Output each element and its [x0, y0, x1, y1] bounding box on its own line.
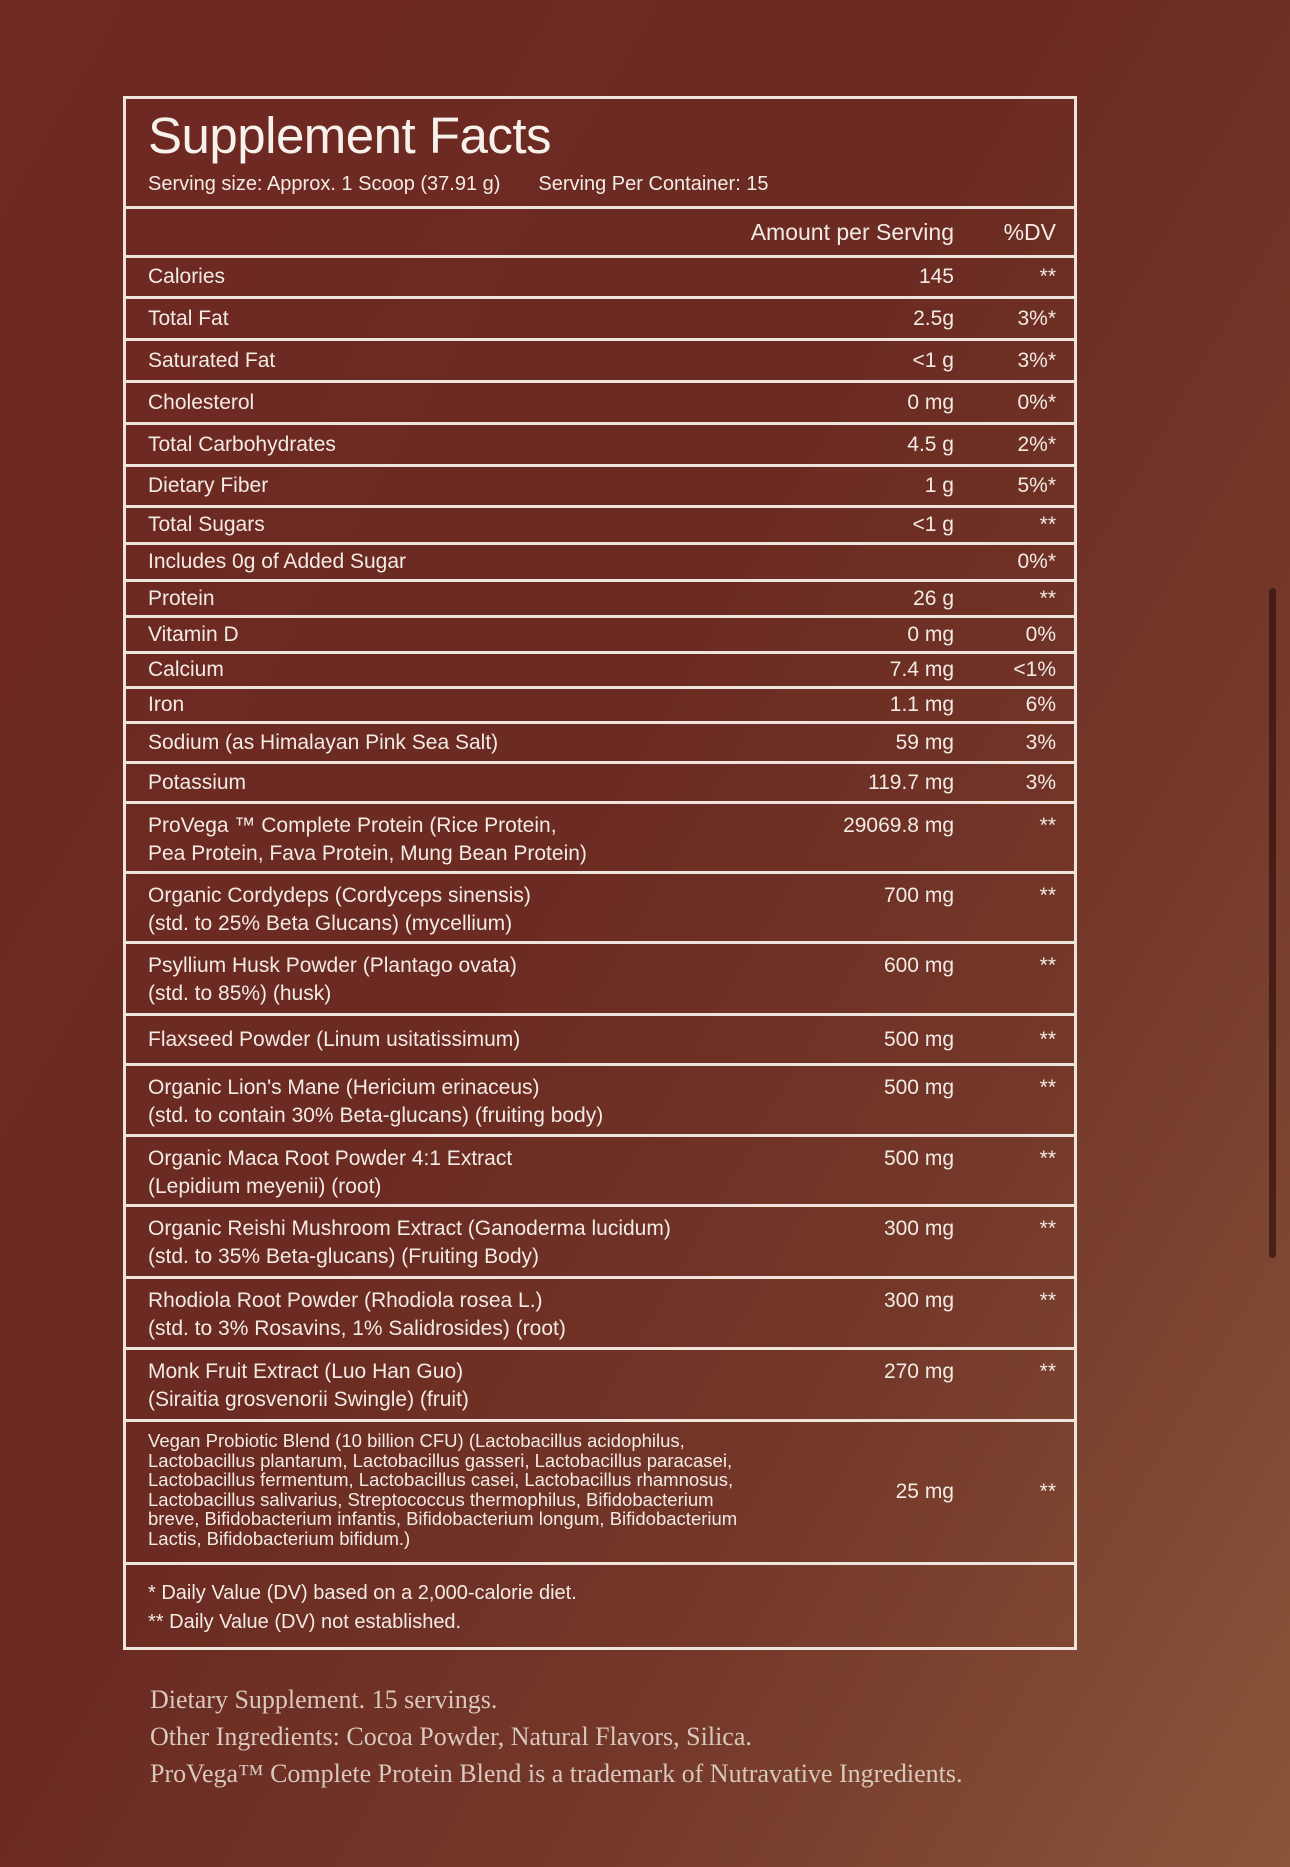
table-row [126, 618, 1074, 654]
row-amount: 29069.8 mg [843, 814, 954, 837]
footnotes [126, 1565, 1074, 1637]
row-label: Protein [148, 586, 215, 610]
ingredient-row [126, 1137, 1074, 1207]
amount-column-header: Amount per Serving [750, 219, 954, 245]
row-amount: 1 g [924, 474, 954, 497]
table-row [126, 383, 1074, 425]
row-amount: 25 mg [895, 1480, 954, 1503]
row-dv: 6% [1025, 693, 1056, 716]
row-amount: 26 g [913, 586, 954, 610]
ingredient-line: (std. to 85%) (husk) [148, 982, 332, 1005]
table-row [126, 764, 1074, 804]
row-label: Vitamin D [148, 622, 239, 646]
row-amount: 59 mg [895, 730, 954, 754]
ingredient-row [126, 1066, 1074, 1137]
row-label: Potassium [148, 770, 247, 794]
row-amount: 300 mg [883, 1217, 954, 1240]
trademark-note: ProVega™ Complete Protein Blend is a trademark of Nutravative Ingredients. [150, 1759, 963, 1788]
row-amount: 7.4 mg [889, 658, 954, 681]
table-row [126, 341, 1074, 383]
probiotic-line: Lactobacillus plantarum, Lactobacillus gasseri, Lactobacillus paracasei, [148, 1449, 733, 1471]
probiotic-line: Vegan Probiotic Blend (10 billion CFU) (Lactobacillus acidophilus, [148, 1430, 685, 1451]
facts-header [126, 99, 1074, 209]
facts-title: Supplement Facts [148, 107, 552, 164]
row-amount: 600 mg [883, 954, 954, 977]
ingredient-label: Flaxseed Powder (Linum usitatissimum) [148, 1027, 521, 1051]
row-dv: ** [1039, 265, 1056, 288]
ingredient-line: Organic Maca Root Powder 4:1 Extract [148, 1147, 513, 1170]
ingredient-line: (std. to 25% Beta Glucans) (mycellium) [148, 912, 513, 935]
row-dv: 0%* [1017, 550, 1056, 573]
row-amount: 270 mg [883, 1360, 954, 1383]
row-label: Includes 0g of Added Sugar [148, 550, 407, 573]
ingredient-line: Pea Protein, Fava Protein, Mung Bean Protein) [148, 842, 587, 865]
row-dv: 3% [1025, 730, 1056, 754]
other-ingredients-note: Other Ingredients: Cocoa Powder, Natural Flavors, Silica. [150, 1722, 752, 1751]
row-dv: 0%* [1017, 390, 1056, 414]
row-amount: 0 mg [907, 622, 954, 646]
footnote-dv-based: * Daily Value (DV) based on a 2,000-calorie diet. [148, 1582, 577, 1604]
ingredient-line: Organic Reishi Mushroom Extract (Ganoderma lucidum) [148, 1217, 671, 1240]
ingredient-label [148, 1074, 603, 1130]
ingredient-row [126, 1016, 1074, 1066]
row-dv: ** [1039, 1360, 1056, 1383]
row-amount: <1 g [912, 513, 954, 536]
row-dv: <1% [1013, 658, 1056, 681]
row-amount: 500 mg [883, 1147, 954, 1170]
ingredient-label [148, 1358, 469, 1414]
row-dv: ** [1039, 586, 1056, 610]
table-row [126, 258, 1074, 299]
ingredient-line: (std. to contain 30% Beta-glucans) (fruiting body) [148, 1104, 604, 1127]
table-row [126, 545, 1074, 582]
row-label: Calcium [148, 658, 224, 681]
ingredient-line: Psyllium Husk Powder (Plantago ovata) [148, 954, 517, 977]
row-label: Total Fat [148, 306, 229, 330]
row-dv: ** [1039, 1027, 1056, 1051]
probiotic-line: Lactobacillus salivarius, Streptococcus thermophilus, Bifidobacterium [148, 1488, 714, 1510]
ingredient-row [126, 804, 1074, 874]
serving-info [148, 173, 1074, 196]
ingredient-line: (Siraitia grosvenorii Swingle) (fruit) [148, 1388, 469, 1411]
table-row [126, 508, 1074, 545]
row-dv: 5%* [1017, 474, 1056, 497]
row-amount: 700 mg [883, 884, 954, 907]
row-amount: 145 [918, 265, 954, 288]
row-dv: ** [1039, 1217, 1056, 1240]
ingredient-line: Monk Fruit Extract (Luo Han Guo) [148, 1360, 464, 1383]
ingredient-line: (Lepidium meyenii) (root) [148, 1175, 382, 1198]
row-amount: 119.7 mg [868, 770, 954, 794]
table-row [126, 689, 1074, 724]
table-row [126, 654, 1074, 689]
row-dv: ** [1039, 954, 1056, 977]
row-dv: ** [1039, 1076, 1056, 1099]
row-dv: 0% [1025, 622, 1056, 646]
row-dv: ** [1039, 1289, 1056, 1312]
row-dv: 2%* [1017, 432, 1056, 456]
row-label: Sodium (as Himalayan Pink Sea Salt) [148, 730, 499, 754]
footnote-dv-not-established: ** Daily Value (DV) not established. [148, 1611, 462, 1633]
row-label: Total Carbohydrates [148, 432, 336, 456]
row-dv: ** [1039, 814, 1056, 837]
ingredient-row [126, 944, 1074, 1016]
ingredient-row [126, 1350, 1074, 1422]
row-label: Cholesterol [148, 390, 255, 414]
table-row [126, 582, 1074, 618]
probiotic-line: Lactis, Bifidobacterium bifidum.) [148, 1527, 411, 1549]
product-notes [150, 1681, 963, 1792]
row-amount: 500 mg [883, 1027, 954, 1051]
dv-column-header: %DV [1003, 219, 1056, 245]
row-amount: 1.1 mg [889, 693, 954, 716]
row-dv: ** [1039, 1480, 1056, 1503]
row-dv: 3% [1025, 770, 1056, 794]
row-label: Iron [148, 693, 185, 716]
ingredient-label [148, 882, 531, 938]
row-amount: 300 mg [883, 1289, 954, 1312]
serving-size: Serving size: Approx. 1 Scoop (37.91 g) [148, 173, 501, 195]
ingredient-line: Rhodiola Root Powder (Rhodiola rosea L.) [148, 1289, 543, 1312]
row-amount: 0 mg [907, 390, 954, 414]
row-dv: ** [1039, 1147, 1056, 1170]
row-label: Saturated Fat [148, 348, 276, 372]
row-amount: 2.5g [913, 306, 954, 330]
probiotic-line: breve, Bifidobacterium infantis, Bifidobacterium longum, Bifidobacterium [148, 1508, 738, 1529]
ingredient-line: (std. to 3% Rosavins, 1% Salidrosides) (root) [148, 1317, 566, 1340]
scrollbar[interactable] [1269, 588, 1276, 1258]
ingredient-label [148, 1287, 566, 1343]
row-dv: 3%* [1017, 348, 1056, 372]
servings-per-container: Serving Per Container: 15 [538, 173, 769, 195]
ingredient-row [126, 1207, 1074, 1279]
probiotic-label [148, 1431, 848, 1548]
probiotic-row [126, 1422, 1074, 1565]
row-label: Total Sugars [148, 513, 265, 536]
column-header [126, 209, 1074, 258]
ingredient-line: Organic Cordydeps (Cordyceps sinensis) [148, 884, 531, 907]
row-dv: 3%* [1017, 306, 1056, 330]
probiotic-line: Lactobacillus fermentum, Lactobacillus casei, Lactobacillus rhamnosus, [148, 1469, 734, 1490]
table-row [126, 724, 1074, 764]
supplement-facts-panel [123, 96, 1077, 1650]
ingredient-line: (std. to 35% Beta-glucans) (Fruiting Body) [148, 1245, 540, 1268]
row-amount: 500 mg [883, 1076, 954, 1099]
table-row [126, 467, 1074, 508]
table-row [126, 299, 1074, 341]
ingredient-label [148, 952, 517, 1008]
ingredient-label [148, 812, 587, 868]
row-label: Dietary Fiber [148, 474, 269, 497]
ingredient-row [126, 1279, 1074, 1350]
dietary-supplement-note: Dietary Supplement. 15 servings. [150, 1685, 498, 1714]
ingredient-line: ProVega ™ Complete Protein (Rice Protein, [148, 814, 557, 837]
ingredient-label [148, 1145, 512, 1201]
row-amount: <1 g [912, 348, 954, 372]
row-amount: 4.5 g [907, 432, 954, 456]
ingredient-label [148, 1215, 671, 1271]
ingredient-row [126, 874, 1074, 944]
row-dv: ** [1039, 884, 1056, 907]
table-row [126, 425, 1074, 467]
ingredient-line: Organic Lion's Mane (Hericium erinaceus) [148, 1076, 540, 1099]
row-label: Calories [148, 265, 226, 288]
row-dv: ** [1039, 513, 1056, 536]
